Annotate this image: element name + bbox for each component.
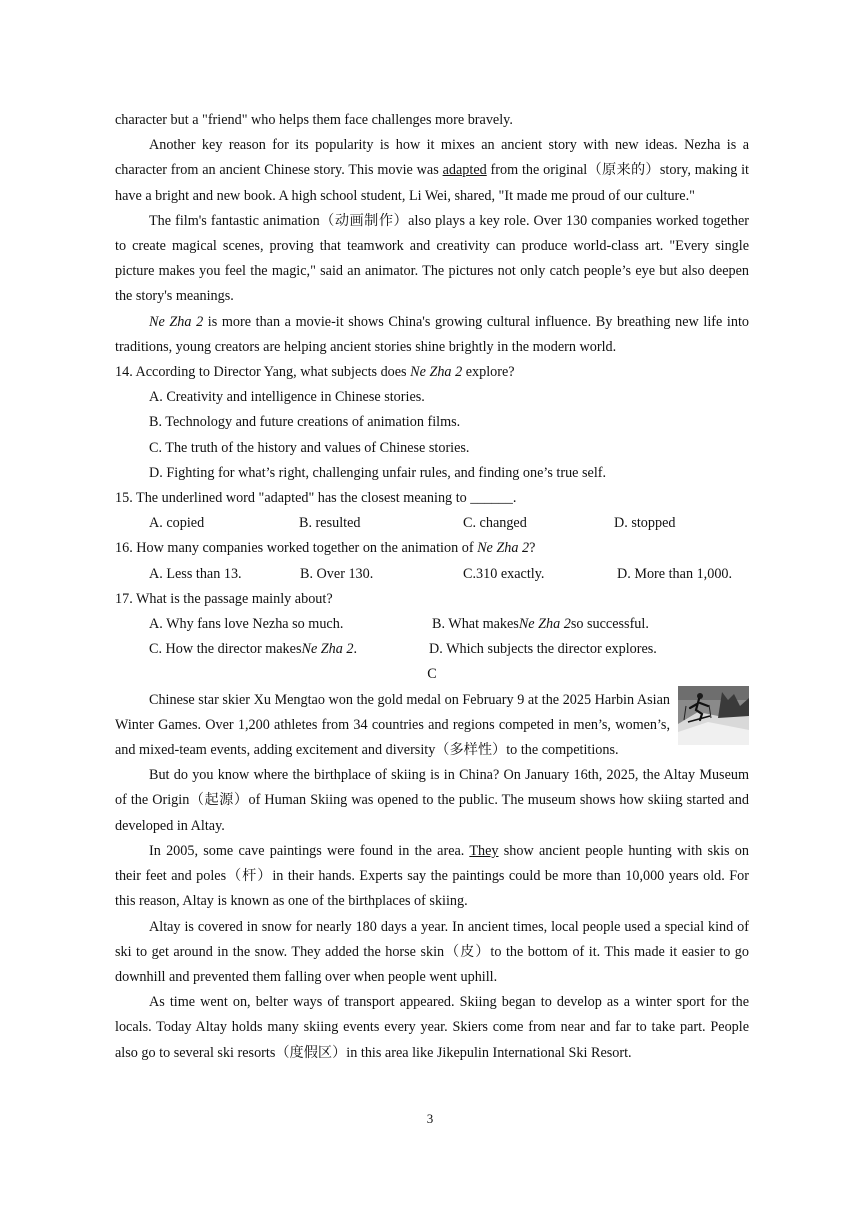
paragraph-text: is more than a movie-it shows China's growing cultural influence. By breathing new life into traditions, young creators are helping ancient stories shine brightly in the modern world. [115,313,749,355]
paragraph-snow: Altay is covered in snow for nearly 180 days a year. In ancient times, local people used a special kind of ski to get around in the snow. They added the horse skin（皮）to the bottom of it. This made it easier to go downhill and prevented them falling over when people went uphill. [115,918,749,985]
question-15-option-a: A. copied [149,515,205,532]
question-16-option-d: D. More than 1,000. [617,565,733,582]
paragraph-adaptation [115,133,749,209]
stem-text: ? [529,540,536,557]
question-17-option-c [149,637,429,662]
paragraph-text: Chinese star skier Xu Mengtao won the gold medal on February 9 at the 2025 Harbin Asian Winter Games. Over 1,200 athletes from 34 countries and regions competed in men’s, women’s, and mixed-team events, adding excitement and diversity（多样性）to the competitions. [115,691,670,759]
stem-text: 16. How many companies worked together on the animation of [115,540,478,557]
question-15-option-c: C. changed [463,515,527,532]
question-17-options-row2 [115,637,749,662]
question-16-option-a: A. Less than 13. [149,565,242,582]
underlined-word-adapted: adapted [442,162,487,179]
paragraph-text: In 2005, some cave paintings were found in the area. [149,842,470,859]
movie-title: Ne Zha 2 [477,540,530,557]
section-heading-c: C [427,666,437,683]
question-14-option-c: C. The truth of the history and values of Chinese stories. [149,439,470,456]
underlined-word-they: They [469,842,499,859]
question-16-option-b: B. Over 130. [300,565,374,582]
page-number: 3 [426,1111,434,1126]
paragraph-text: Another key reason for its popularity is how it mixes an ancient story with new ideas. Nezha is a character from an ancient Chinese story. This movie was [115,137,749,179]
paragraph-animation: The film's fantastic animation（动画制作）also plays a key role. Over 130 companies worked together to create magical scenes, proving that teamwork and creativity can produce world-class art. "Every single picture makes you feel the magic," said an animator. The pictures not only catch people’s eye but also deepen the story's meanings. [115,212,749,305]
movie-title: Ne Zha 2 [301,641,354,658]
paragraph-influence [115,310,749,360]
option-text: C. How the director makes [149,641,302,658]
movie-title: Ne Zha 2 [149,313,204,330]
question-17-option-d: D. Which subjects the director explores. [429,641,657,658]
paragraph-text: from the original（原来的）story, making it have a bright and new book. A high school student, Li Wei, shared, "It made me proud of our culture." [115,162,749,204]
question-14-option-d: D. Fighting for what’s right, challenging unfair rules, and finding one’s true self. [149,464,607,481]
question-17-option-a: A. Why fans love Nezha so much. [149,616,344,633]
document-page [115,108,749,1066]
paragraph-birthplace: But do you know where the birthplace of skiing is in China? On January 16th, 2025, the Altay Museum of the Origin（起源）of Human Skiing was opened to the public. The museum shows how skiing started and developed in Altay. [115,767,749,834]
question-17-option-b [432,612,649,637]
option-text: so successful. [570,616,649,633]
stem-text: 14. According to Director Yang, what subjects does [115,364,411,381]
question-15-option-d: D. stopped [614,515,676,532]
stem-text: explore? [462,364,515,381]
paragraph-transport: As time went on, belter ways of transport appeared. Skiing began to develop as a winter sport for the locals. Today Altay holds many skiing events every year. Skiers come from near and far to take part. People also go to several ski resorts（度假区）in this area like Jikepulin International Ski Resort. [115,994,749,1061]
option-text: B. What makes [432,616,519,633]
question-17-options-row1 [115,612,749,637]
option-text: . [353,641,358,658]
paragraph-continuation: character but a "friend" who helps them face challenges more bravely. [115,112,513,128]
question-17-stem: 17. What is the passage mainly about? [115,590,333,607]
skier-photo [678,686,749,745]
paragraph-text: show ancient people hunting with skis on their feet and poles（杆）in their hands. Experts say the paintings could be more than 10,000 years old. For this reason, Altay is known as one of the birthplaces of skiing. [115,842,749,910]
question-14-option-a: A. Creativity and intelligence in Chinese stories. [149,389,425,406]
question-15-options [115,511,749,536]
question-15-stem: 15. The underlined word "adapted" has the closest meaning to ______. [115,490,517,507]
question-16-options [115,562,749,587]
question-14-stem [115,360,749,385]
paragraph-cave-paintings [115,839,749,915]
movie-title: Ne Zha 2 [410,364,463,381]
question-15-option-b: B. resulted [299,515,361,532]
paragraph-xu-mengtao [115,688,749,764]
question-14-option-b: B. Technology and future creations of animation films. [149,414,461,431]
question-16-option-c: C.310 exactly. [463,565,545,582]
question-16-stem [115,536,749,561]
movie-title: Ne Zha 2 [518,616,571,633]
